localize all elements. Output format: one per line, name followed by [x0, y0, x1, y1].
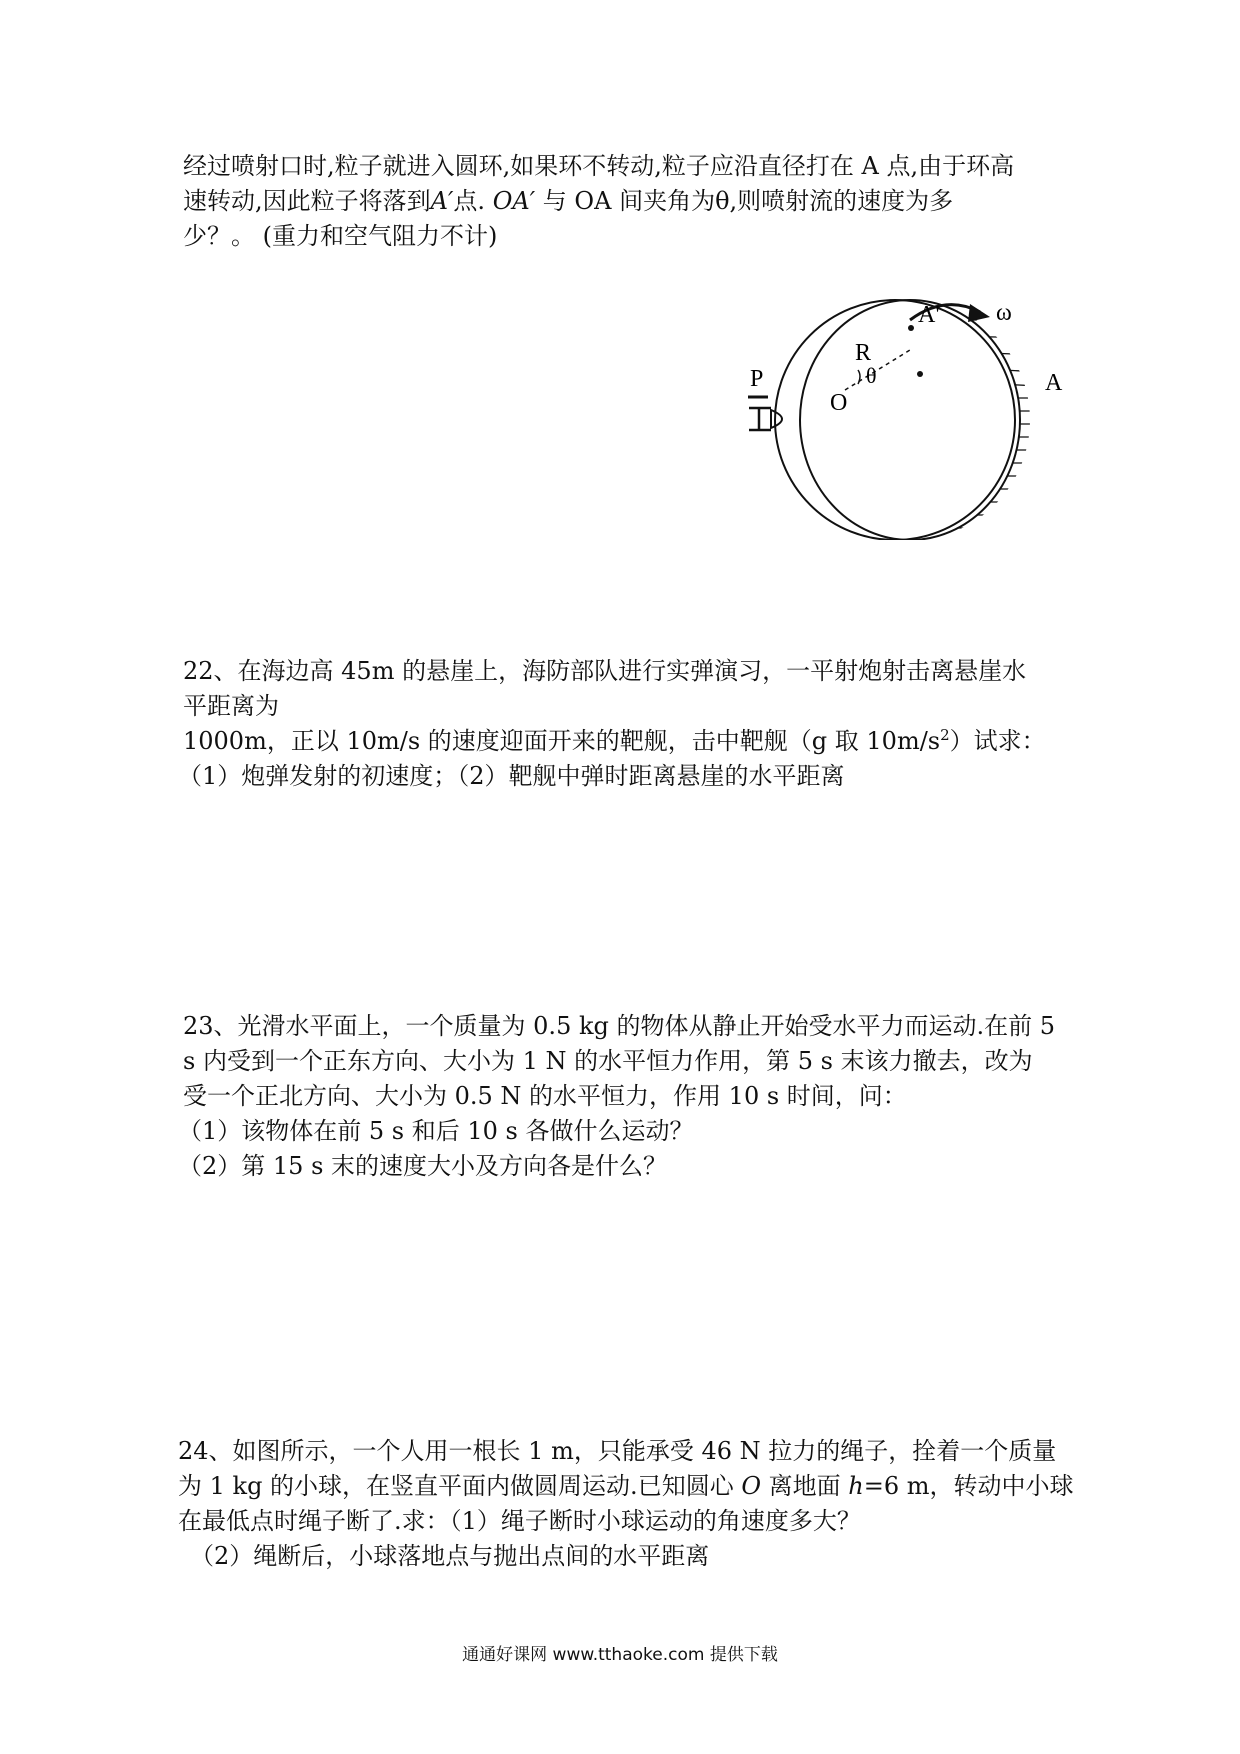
superscript-2: 2 — [940, 726, 950, 744]
q23-line-3: 受一个正北方向、大小为 0.5 N 的水平恒力，作用 10 s 时间，问： — [183, 1082, 907, 1110]
symbol-oa-prime: OA′ — [492, 187, 536, 215]
label-o: O — [830, 390, 848, 416]
q24-line-2: 为 1 kg 的小球，在竖直平面内做圆周运动.已知圆心 O 离地面 h=6 m，转动中小球 — [178, 1472, 1074, 1500]
point-a-dot — [917, 371, 923, 377]
intro-line-3: 少？。 (重力和空气阻力不计) — [183, 222, 498, 250]
q23-line-4: （1）该物体在前 5 s 和后 10 s 各做什么运动？ — [178, 1117, 694, 1145]
q23-line-5: （2）第 15 s 末的速度大小及方向各是什么？ — [178, 1152, 668, 1180]
label-a-prime: A' — [918, 302, 940, 328]
q24-line-1: 24、如图所示，一个人用一根长 1 m，只能承受 46 N 拉力的绳子，拴着一个质量 — [178, 1437, 1057, 1465]
nozzle-emitter — [747, 404, 797, 434]
q24-line-3: 在最低点时绳子断了.求：（1）绳子断时小球运动的角速度多大？ — [178, 1507, 861, 1535]
q22-line-2: 平距离为 — [183, 692, 279, 720]
q22-line-3: 1000m，正以 10m/s 的速度迎面开来的靶舰，击中靶舰（g 取 $10m/s^2$）试求： — [183, 726, 1046, 755]
ring-hatching — [910, 320, 1040, 528]
theta-arc — [858, 370, 860, 384]
label-theta: θ — [866, 363, 877, 388]
q23-line-1: 23、光滑水平面上，一个质量为 0.5 kg 的物体从静止开始受水平力而运动.在前 5 — [183, 1012, 1056, 1040]
intro-line-2: 速转动,因此粒子将落到A′点. OA′ 与 OA 间夹角为θ,则喷射流的速度为多 — [183, 187, 954, 215]
symbol-h: h — [848, 1472, 864, 1500]
q22-line-1: 22、在海边高 45m 的悬崖上，海防部队进行实弹演习，一平射炮射击离悬崖水 — [183, 657, 1027, 685]
page-footer: 通通好课网 www.tthaoke.com 提供下载 — [462, 1645, 778, 1665]
inner-ring-circle — [800, 300, 1020, 540]
q23-line-2: s 内受到一个正东方向、大小为 1 N 的水平恒力作用，第 5 s 末该力撤去，改为 — [183, 1047, 1033, 1075]
intro-line-1: 经过喷射口时,粒子就进入圆环,如果环不转动,粒子应沿直径打在 A 点,由于环高 — [183, 152, 1015, 180]
symbol-a-prime: A′ — [430, 187, 454, 215]
label-a: A — [1045, 370, 1063, 396]
omega-label: ω — [996, 300, 1012, 326]
q22-line-4: （1）炮弹发射的初速度；（2）靶舰中弹时距离悬崖的水平距离 — [178, 762, 845, 790]
q24-line-4: （2）绳断后，小球落地点与抛出点间的水平距离 — [190, 1542, 710, 1570]
outer-ring-circle — [775, 300, 1015, 540]
point-a-prime-dot — [908, 325, 914, 331]
label-p: P — [750, 366, 764, 392]
symbol-o: O — [741, 1472, 762, 1500]
label-r: R — [855, 340, 872, 366]
